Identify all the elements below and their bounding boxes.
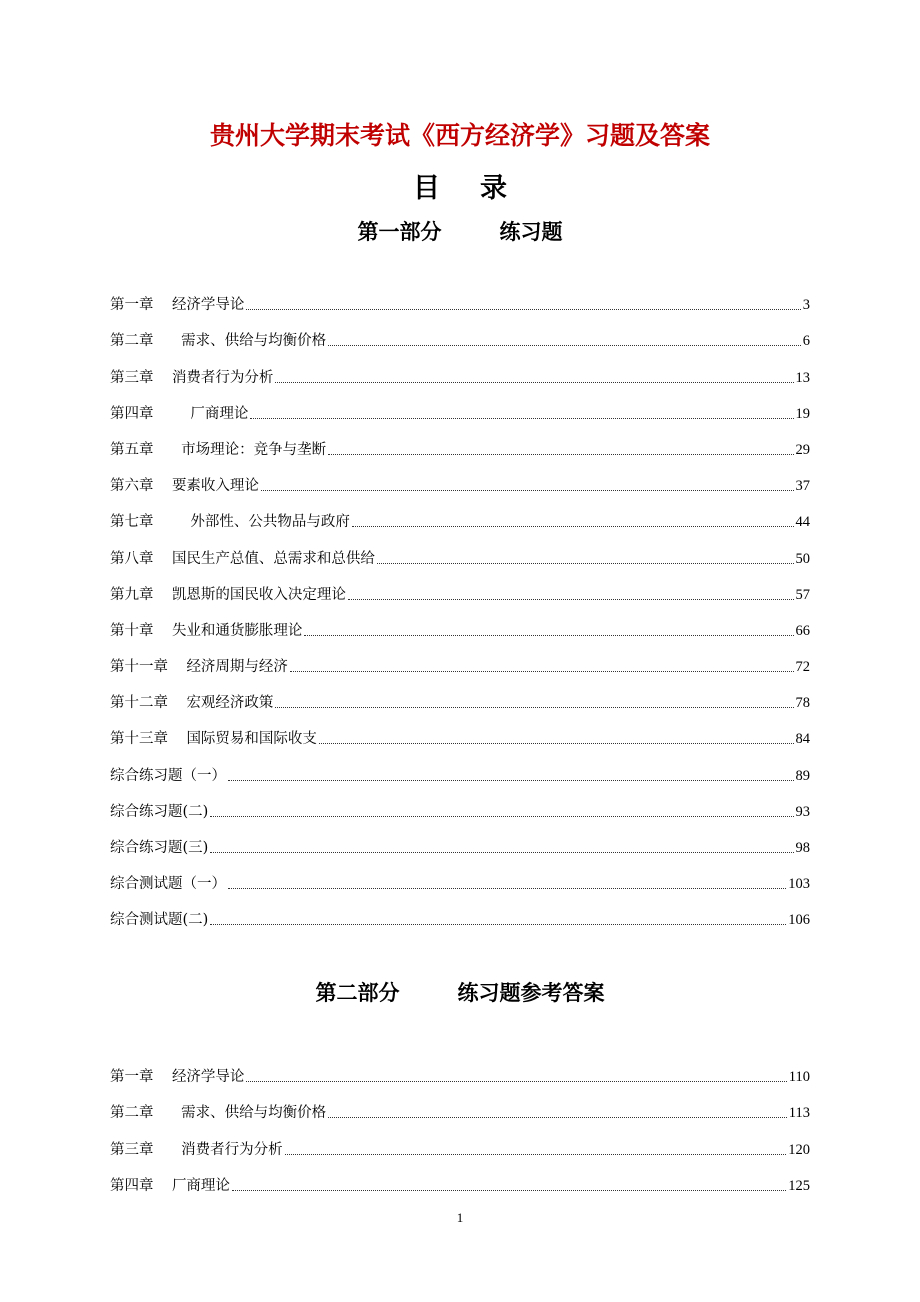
document-title: 贵州大学期末考试《西方经济学》习题及答案 xyxy=(209,121,710,150)
toc-page-number: 110 xyxy=(788,1069,810,1086)
toc-chapter-title: 综合练习题(二) xyxy=(110,803,209,820)
toc-chapter-number: 第三章 xyxy=(110,369,154,386)
toc-entry[interactable] xyxy=(110,894,810,930)
toc-entry-label xyxy=(110,874,226,894)
toc-entry[interactable] xyxy=(110,822,810,858)
part1-label: 第一部分 xyxy=(357,220,442,244)
toc-entry[interactable] xyxy=(110,569,810,605)
toc-entry-label xyxy=(110,1176,230,1196)
toc-page-number: 78 xyxy=(795,695,810,712)
toc-page-number: 98 xyxy=(795,840,810,856)
contents-heading-char2: 录 xyxy=(480,173,507,204)
toc-entry[interactable] xyxy=(110,1160,810,1196)
toc-entry[interactable] xyxy=(110,315,810,351)
toc-entry-label xyxy=(110,693,273,713)
toc-leader-dots xyxy=(304,635,793,636)
toc-chapter-number: 第一章 xyxy=(110,1069,154,1086)
toc-entry[interactable] xyxy=(110,713,810,749)
toc-entry[interactable] xyxy=(110,749,810,785)
toc-page-number: 29 xyxy=(795,441,810,458)
toc-entry[interactable] xyxy=(110,605,810,641)
toc-chapter-number: 第一章 xyxy=(110,297,154,314)
toc-leader-dots xyxy=(275,707,793,708)
toc-chapter-title: 厂商理论 xyxy=(171,405,249,422)
toc-leader-dots xyxy=(246,309,800,310)
toc-entry-label xyxy=(110,1103,326,1123)
toc-chapter-title: 厂商理论 xyxy=(171,1177,230,1194)
contents-heading-char1: 目 xyxy=(413,173,440,204)
toc-chapter-title: 要素收入理论 xyxy=(171,478,259,495)
toc-leader-dots xyxy=(210,924,786,925)
contents-heading xyxy=(0,166,920,205)
toc-chapter-number: 第四章 xyxy=(110,1177,154,1194)
toc-leader-dots xyxy=(328,345,801,346)
toc-entry-label xyxy=(110,802,208,822)
toc-leader-dots xyxy=(210,816,793,817)
toc-chapter-title: 国际贸易和国际收支 xyxy=(186,731,317,748)
toc-entry-label xyxy=(110,368,273,388)
toc-entry[interactable] xyxy=(110,351,810,387)
toc-entry[interactable] xyxy=(110,1123,810,1159)
toc-leader-dots xyxy=(246,1081,786,1082)
toc-leader-dots xyxy=(328,454,793,455)
toc-entry-label xyxy=(110,331,326,351)
part1-name: 练习题 xyxy=(499,220,563,244)
toc-entry-label xyxy=(110,440,326,460)
toc-entry[interactable] xyxy=(110,641,810,677)
toc-page-number: 50 xyxy=(795,550,810,567)
toc-entry[interactable] xyxy=(110,388,810,424)
toc-chapter-title: 需求、供给与均衡价格 xyxy=(171,333,327,350)
toc-entry-label xyxy=(110,1067,244,1087)
part1-heading xyxy=(0,216,920,246)
toc-page-number: 13 xyxy=(795,369,810,386)
toc-entry[interactable] xyxy=(110,279,810,315)
toc-chapter-title: 经济周期与经济 xyxy=(186,659,288,676)
page-number: 1 xyxy=(456,1210,464,1225)
toc-chapter-title: 综合练习题（一） xyxy=(110,767,226,784)
toc-page-number: 72 xyxy=(795,659,810,676)
toc-entry-label xyxy=(110,1140,283,1160)
toc-chapter-number: 第十章 xyxy=(110,622,154,639)
toc-chapter-title: 经济学导论 xyxy=(171,1069,245,1086)
toc-chapter-number: 第十二章 xyxy=(110,695,168,712)
toc-leader-dots xyxy=(275,382,793,383)
toc-entry-label xyxy=(110,512,350,532)
toc-entry-label xyxy=(110,295,244,315)
toc-chapter-number: 第八章 xyxy=(110,550,154,567)
toc-entry-label xyxy=(110,838,208,858)
toc-chapter-title: 综合测试题（一） xyxy=(110,876,226,893)
part2-label: 第二部分 xyxy=(315,981,400,1005)
toc-chapter-title: 外部性、公共物品与政府 xyxy=(171,514,350,531)
toc-entry-label xyxy=(110,549,375,569)
toc-entry-label xyxy=(110,476,259,496)
toc-part1 xyxy=(110,279,810,930)
toc-page-number: 113 xyxy=(788,1105,810,1122)
toc-entry-label xyxy=(110,766,226,786)
toc-chapter-title: 宏观经济政策 xyxy=(186,695,274,712)
toc-chapter-number: 第二章 xyxy=(110,1105,154,1122)
toc-chapter-title: 消费者行为分析 xyxy=(171,1141,283,1158)
toc-chapter-title: 综合测试题(二) xyxy=(110,912,209,929)
toc-leader-dots xyxy=(290,671,794,672)
toc-entry[interactable] xyxy=(110,1051,810,1087)
toc-page-number: 57 xyxy=(795,586,810,603)
toc-chapter-number: 第二章 xyxy=(110,333,154,350)
toc-entry-label xyxy=(110,657,288,677)
toc-entry[interactable] xyxy=(110,424,810,460)
toc-chapter-title: 凯恩斯的国民收入决定理论 xyxy=(171,586,346,603)
toc-leader-dots xyxy=(261,490,794,491)
toc-entry[interactable] xyxy=(110,1087,810,1123)
toc-chapter-title: 经济学导论 xyxy=(171,297,245,314)
toc-chapter-number: 第四章 xyxy=(110,405,154,422)
toc-leader-dots xyxy=(285,1154,787,1155)
toc-entry-label xyxy=(110,404,248,424)
toc-chapter-number: 第十三章 xyxy=(110,731,168,748)
toc-chapter-number: 第七章 xyxy=(110,514,154,531)
toc-page-number: 103 xyxy=(788,876,810,893)
toc-chapter-number: 第三章 xyxy=(110,1141,154,1158)
toc-page-number: 84 xyxy=(795,731,810,748)
toc-page-number: 93 xyxy=(795,803,810,820)
toc-page-number: 125 xyxy=(788,1177,810,1194)
toc-page-number: 37 xyxy=(795,478,810,495)
toc-entry[interactable] xyxy=(110,496,810,532)
toc-chapter-title: 国民生产总值、总需求和总供给 xyxy=(171,550,375,567)
toc-leader-dots xyxy=(348,599,794,600)
part2-name: 练习题参考答案 xyxy=(457,981,605,1005)
toc-entry-label xyxy=(110,585,346,605)
toc-entry-label xyxy=(110,910,208,930)
toc-page-number: 44 xyxy=(795,514,810,531)
toc-chapter-title: 需求、供给与均衡价格 xyxy=(171,1105,327,1122)
toc-chapter-number: 第九章 xyxy=(110,586,154,603)
toc-chapter-title: 失业和通货膨胀理论 xyxy=(171,622,303,639)
toc-leader-dots xyxy=(228,888,786,889)
toc-entry-label xyxy=(110,729,317,749)
toc-chapter-number: 第六章 xyxy=(110,478,154,495)
toc-page-number: 6 xyxy=(802,333,810,350)
toc-chapter-title: 市场理论：竞争与垄断 xyxy=(171,441,327,458)
toc-entry[interactable] xyxy=(110,858,810,894)
toc-entry[interactable] xyxy=(110,786,810,822)
toc-page-number: 120 xyxy=(788,1141,810,1158)
toc-leader-dots xyxy=(250,418,793,419)
toc-leader-dots xyxy=(328,1117,787,1118)
toc-leader-dots xyxy=(232,1190,786,1191)
toc-page-number: 66 xyxy=(795,622,810,639)
toc-leader-dots xyxy=(377,563,794,564)
toc-leader-dots xyxy=(228,780,794,781)
toc-entry-label xyxy=(110,621,302,641)
toc-part2 xyxy=(110,1051,810,1196)
toc-leader-dots xyxy=(210,852,793,853)
toc-page-number: 3 xyxy=(802,297,810,314)
toc-entry[interactable] xyxy=(110,460,810,496)
toc-chapter-title: 消费者行为分析 xyxy=(171,369,274,386)
toc-chapter-title: 综合练习题(三) xyxy=(110,840,209,856)
toc-page-number: 89 xyxy=(795,767,810,784)
toc-leader-dots xyxy=(352,526,794,527)
toc-chapter-number: 第五章 xyxy=(110,441,154,458)
toc-entry[interactable] xyxy=(110,677,810,713)
part2-heading xyxy=(0,977,920,1007)
toc-page-number: 106 xyxy=(788,912,810,929)
toc-leader-dots xyxy=(319,743,794,744)
toc-entry[interactable] xyxy=(110,532,810,568)
toc-page-number: 19 xyxy=(795,405,810,422)
toc-chapter-number: 第十一章 xyxy=(110,659,168,676)
